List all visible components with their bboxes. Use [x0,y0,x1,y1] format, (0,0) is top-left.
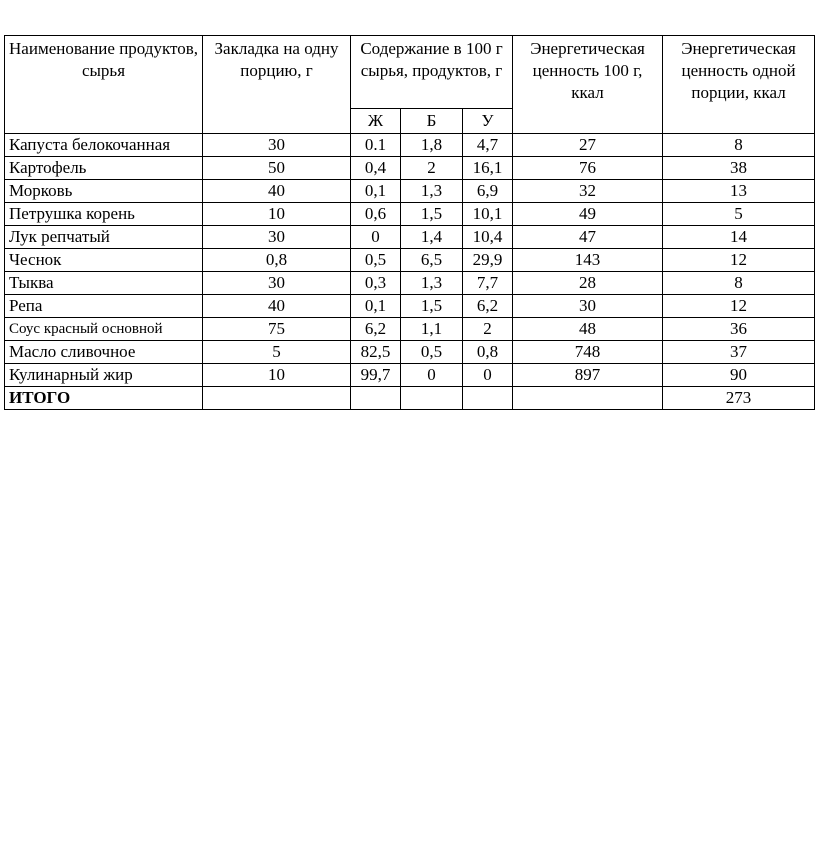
cell-portion: 30 [203,272,351,295]
cell-product-name: Репа [5,295,203,318]
cell-carbs: 2 [463,318,513,341]
table-row [5,249,815,272]
table-row [5,341,815,364]
table-row [5,318,815,341]
cell-portion: 10 [203,364,351,387]
cell-energy-portion: 37 [663,341,815,364]
cell-protein: 1,4 [401,226,463,249]
table-row [5,295,815,318]
table-row [5,364,815,387]
cell-carbs: 10,1 [463,203,513,226]
table-row [5,157,815,180]
table-row [5,272,815,295]
nutrition-table [4,35,815,410]
cell-fat: 6,2 [351,318,401,341]
cell-energy-portion: 12 [663,295,815,318]
cell-energy-100g: 76 [513,157,663,180]
cell-product-name: Кулинарный жир [5,364,203,387]
total-label: ИТОГО [5,387,203,410]
cell-product-name: Петрушка корень [5,203,203,226]
cell-product-name: Картофель [5,157,203,180]
header-portion: Закладка на одну порцию, г [203,36,351,134]
cell-carbs: 16,1 [463,157,513,180]
cell-energy-portion: 13 [663,180,815,203]
cell-fat: 82,5 [351,341,401,364]
total-value: 273 [663,387,815,410]
cell-protein: 1,5 [401,295,463,318]
cell-carbs: 0 [463,364,513,387]
header-fat: Ж [351,109,401,134]
cell-empty [463,387,513,410]
table-row [5,226,815,249]
cell-product-name: Масло сливочное [5,341,203,364]
cell-product-name: Чеснок [5,249,203,272]
header-energy-100g: Энергетическая ценность 100 г, ккал [513,36,663,134]
cell-energy-100g: 30 [513,295,663,318]
cell-energy-portion: 90 [663,364,815,387]
cell-energy-portion: 8 [663,272,815,295]
cell-carbs: 7,7 [463,272,513,295]
table-row [5,180,815,203]
table-row [5,134,815,157]
cell-protein: 1,1 [401,318,463,341]
cell-protein: 0 [401,364,463,387]
cell-energy-100g: 748 [513,341,663,364]
cell-portion: 5 [203,341,351,364]
cell-empty [351,387,401,410]
cell-energy-portion: 36 [663,318,815,341]
cell-fat: 0,1 [351,295,401,318]
cell-empty [203,387,351,410]
cell-portion: 75 [203,318,351,341]
cell-fat: 0,6 [351,203,401,226]
cell-energy-100g: 48 [513,318,663,341]
cell-protein: 1,3 [401,180,463,203]
document-page [4,35,815,410]
cell-fat: 0,1 [351,180,401,203]
cell-fat: 0.1 [351,134,401,157]
cell-carbs: 6,9 [463,180,513,203]
cell-carbs: 0,8 [463,341,513,364]
header-energy-portion: Энергетическая ценность одной порции, ккал [663,36,815,134]
cell-protein: 1,3 [401,272,463,295]
cell-portion: 0,8 [203,249,351,272]
cell-energy-portion: 8 [663,134,815,157]
cell-energy-100g: 28 [513,272,663,295]
cell-fat: 0,5 [351,249,401,272]
cell-energy-100g: 49 [513,203,663,226]
cell-product-name: Лук репчатый [5,226,203,249]
cell-portion: 40 [203,180,351,203]
cell-protein: 1,8 [401,134,463,157]
cell-energy-100g: 47 [513,226,663,249]
cell-empty [513,387,663,410]
header-row [5,36,815,109]
cell-protein: 2 [401,157,463,180]
cell-energy-portion: 5 [663,203,815,226]
header-content: Содержание в 100 г сырья, продуктов, г [351,36,513,109]
cell-protein: 1,5 [401,203,463,226]
cell-energy-portion: 12 [663,249,815,272]
cell-portion: 30 [203,134,351,157]
header-name: Наименование продуктов, сырья [5,36,203,134]
cell-empty [401,387,463,410]
cell-product-name: Морковь [5,180,203,203]
cell-carbs: 4,7 [463,134,513,157]
header-protein: Б [401,109,463,134]
table-row [5,203,815,226]
cell-carbs: 29,9 [463,249,513,272]
cell-product-name: Капуста белокочанная [5,134,203,157]
cell-portion: 10 [203,203,351,226]
cell-energy-portion: 14 [663,226,815,249]
total-row [5,387,815,410]
header-carbs: У [463,109,513,134]
cell-carbs: 10,4 [463,226,513,249]
cell-portion: 50 [203,157,351,180]
cell-energy-100g: 143 [513,249,663,272]
cell-portion: 30 [203,226,351,249]
cell-portion: 40 [203,295,351,318]
cell-energy-portion: 38 [663,157,815,180]
cell-energy-100g: 32 [513,180,663,203]
cell-product-name: Соус красный основной [5,318,203,341]
cell-fat: 99,7 [351,364,401,387]
cell-protein: 0,5 [401,341,463,364]
cell-protein: 6,5 [401,249,463,272]
cell-fat: 0,4 [351,157,401,180]
cell-product-name: Тыква [5,272,203,295]
cell-energy-100g: 897 [513,364,663,387]
cell-fat: 0 [351,226,401,249]
cell-fat: 0,3 [351,272,401,295]
cell-carbs: 6,2 [463,295,513,318]
cell-energy-100g: 27 [513,134,663,157]
